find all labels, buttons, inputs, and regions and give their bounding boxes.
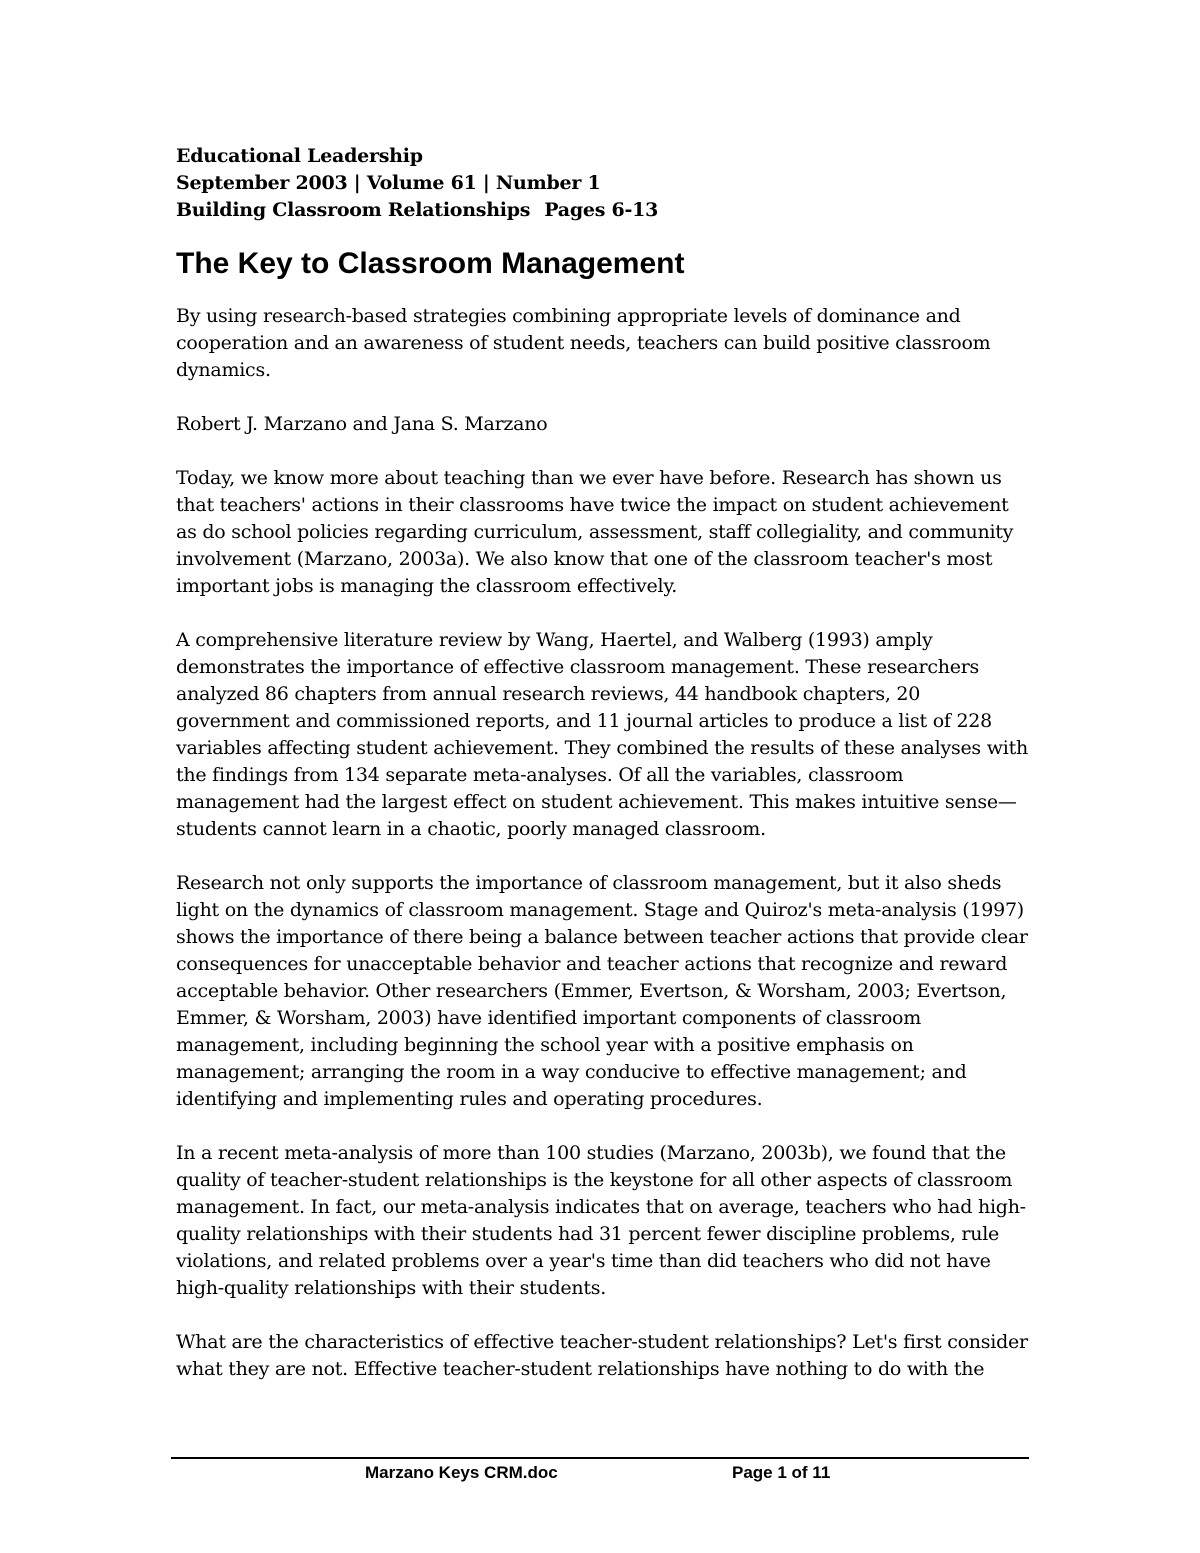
body-paragraph-2: A comprehensive literature review by Wang, Haertel, and Walberg (1993) amply demonstrates the importance of effective classroom management. These researchers analyzed 86 chapters from annual research reviews, 44 handbook chapters, 20 government and commissioned reports, and 11 journal articles to produce a list of 228 variables affecting student achievement. They combined the results of these analyses with the findings from 134 separate meta-analyses. Of all the variables, classroom management had the largest effect on student achievement. This makes intuitive sense—students cannot learn in a chaotic, poorly managed classroom. — [176, 629, 1028, 840]
article-title: The Key to Classroom Management — [176, 247, 685, 280]
issue-theme: Building Classroom Relationships — [176, 199, 531, 221]
body-paragraph-3: Research not only supports the importance of classroom management, but it also sheds light on the dynamics of classroom management. Stage and Quiroz's meta-analysis (1997) shows the importance of there being a balance between teacher actions that provide clear consequences for unacceptable behavior and teacher actions that recognize and reward acceptable behavior. Other researchers (Emmer, Evertson, & Worsham, 2003; Evertson, Emmer, & Worsham, 2003) have identified important components of classroom management, including beginning the school year with a positive emphasis on management; arranging the room in a way conducive to effective management; and identifying and implementing rules and operating procedures. — [176, 872, 1028, 1110]
footer-page-number: Page 1 of 11 — [732, 1463, 831, 1482]
article-summary: By using research-based strategies combining appropriate levels of dominance and cooperation and an awareness of student needs, teachers can build positive classroom dynamics. — [176, 305, 991, 381]
masthead — [176, 143, 1032, 224]
issue-info: September 2003 | Volume 61 | Number 1 — [176, 172, 601, 194]
publication-name: Educational Leadership — [176, 145, 423, 167]
footer-filename: Marzano Keys CRM.doc — [365, 1463, 558, 1482]
document-body — [176, 143, 1032, 1410]
issue-theme-line — [176, 197, 1032, 224]
body-paragraph-5: What are the characteristics of effective teacher-student relationships? Let's first consider what they are not. Effective teacher-student relationships have nothing to do with the — [176, 1331, 1028, 1380]
body-paragraph-4: In a recent meta-analysis of more than 100 studies (Marzano, 2003b), we found that the quality of teacher-student relationships is the keystone for all other aspects of classroom management. In fact, our meta-analysis indicates that on average, teachers who had high-quality relationships with their students had 31 percent fewer discipline problems, rule violations, and related problems over a year's time than did teachers who did not have high-quality relationships with their students. — [176, 1142, 1026, 1299]
body-paragraph-1: Today, we know more about teaching than we ever have before. Research has shown us that teachers' actions in their classrooms have twice the impact on student achievement as do school policies regarding curriculum, assessment, staff collegiality, and community involvement (Marzano, 2003a). We also know that one of the classroom teacher's most important jobs is managing the classroom effectively. — [176, 467, 1014, 597]
page-range: Pages 6-13 — [544, 199, 659, 221]
page-footer — [171, 1457, 1029, 1482]
article-authors: Robert J. Marzano and Jana S. Marzano — [176, 413, 548, 435]
